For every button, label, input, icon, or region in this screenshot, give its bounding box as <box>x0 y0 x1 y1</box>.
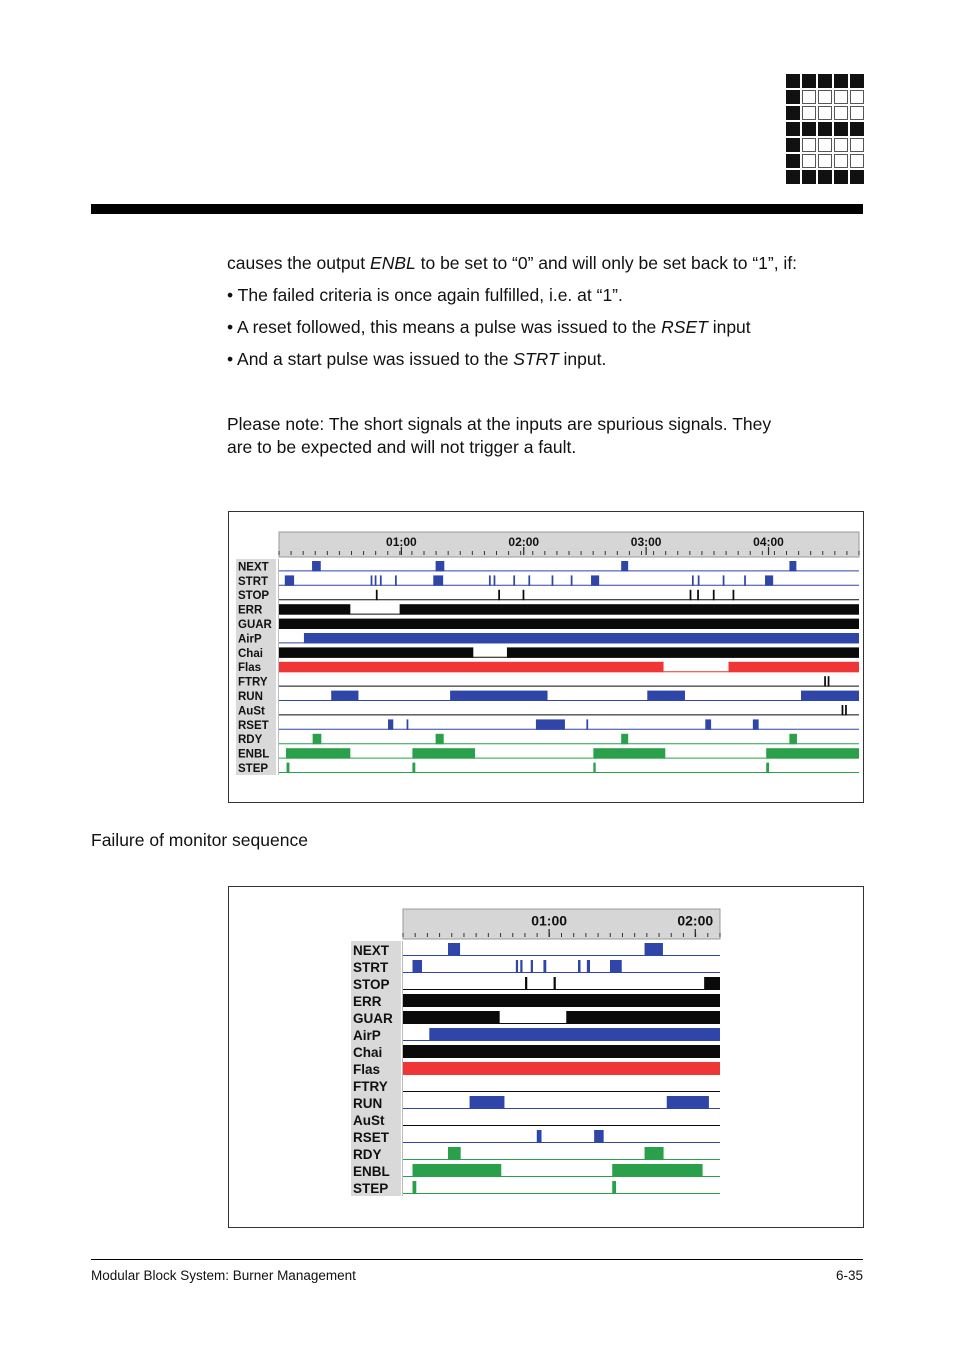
pulse-flas <box>729 662 860 672</box>
pulse-stop <box>525 977 527 990</box>
signal-label-enbl: ENBL <box>353 1164 390 1179</box>
pulse-enbl <box>412 748 475 758</box>
pulse-next <box>789 561 796 571</box>
logo-cell <box>802 170 816 184</box>
pulse-strt <box>698 575 700 585</box>
pulse-err <box>400 604 859 614</box>
pulse-err <box>403 994 720 1007</box>
pulse-strt <box>494 575 496 585</box>
pulse-strt <box>744 575 746 585</box>
pulse-run <box>801 691 859 701</box>
timing-diagram-1 <box>229 512 863 802</box>
pulse-chai <box>507 647 859 657</box>
logo-cell <box>834 74 848 88</box>
pulse-step <box>766 763 769 773</box>
pulse-strt <box>552 575 554 585</box>
time-label: 03:00 <box>630 534 662 549</box>
pulse-run <box>647 691 685 701</box>
logo-cell <box>786 154 800 168</box>
pulse-enbl <box>593 748 665 758</box>
logo-cell <box>802 74 816 88</box>
pulse-enbl <box>286 748 350 758</box>
pulse-stop <box>704 977 720 990</box>
pulse-strt <box>520 960 522 973</box>
pulse-strt <box>489 575 491 585</box>
pulse-rdy <box>313 734 322 744</box>
footer-title: Modular Block System: Burner Management <box>91 1268 356 1283</box>
logo-cell <box>786 74 800 88</box>
logo-grid <box>786 74 864 183</box>
bullet-reset: • A reset followed, this means a pulse was issued to the RSET input <box>227 317 751 337</box>
time-label: 01:00 <box>531 912 568 929</box>
signal-label-step: STEP <box>238 763 269 775</box>
pulse-guar <box>403 1011 500 1024</box>
pulse-stop <box>733 590 735 600</box>
logo-cell <box>850 154 864 168</box>
footer-rule <box>91 1259 863 1260</box>
pulse-strt <box>591 575 599 585</box>
figure-caption: Failure of monitor sequence <box>91 830 308 850</box>
logo-cell <box>818 154 832 168</box>
logo-cell <box>802 154 816 168</box>
pulse-aust <box>842 705 844 715</box>
pulse-strt <box>692 575 694 585</box>
pulse-stop <box>697 590 699 600</box>
signal-label-next: NEXT <box>238 561 269 574</box>
logo-cell <box>786 170 800 184</box>
pulse-rset <box>594 1130 604 1143</box>
time-label: 04:00 <box>753 534 784 549</box>
logo-cell <box>850 138 864 152</box>
signal-label-run: RUN <box>353 1096 383 1111</box>
logo-cell <box>818 74 832 88</box>
timing-diagram-2-frame <box>228 886 864 1228</box>
pulse-strt <box>285 575 294 585</box>
logo-cell <box>850 170 864 184</box>
pulse-next <box>645 943 663 956</box>
timing-diagram-2 <box>229 887 863 1227</box>
logo-cell <box>786 138 800 152</box>
pulse-rset <box>537 1130 542 1143</box>
pulse-stop <box>690 590 692 600</box>
pulse-strt <box>513 575 515 585</box>
bullet-start: • And a start pulse was issued to the STRT input. <box>227 349 607 369</box>
pulse-step <box>287 763 290 773</box>
logo-cell <box>850 122 864 136</box>
pulse-run <box>331 691 358 701</box>
pulse-enbl <box>766 748 859 758</box>
pulse-strt <box>610 960 622 973</box>
pulse-strt <box>765 575 773 585</box>
pulse-step <box>413 1181 417 1194</box>
signal-label-flas: Flas <box>238 662 262 675</box>
pulse-strt <box>723 575 725 585</box>
pulse-flas <box>279 662 664 672</box>
signal-label-aust: AuSt <box>238 705 265 718</box>
signal-label-stop: STOP <box>238 590 270 603</box>
signal-label-rset: RSET <box>353 1130 390 1145</box>
pulse-stop <box>523 590 525 600</box>
signal-label-ftry: FTRY <box>238 676 268 689</box>
pulse-guar <box>566 1011 720 1024</box>
signal-label-flas: Flas <box>353 1062 381 1077</box>
logo-cell <box>802 138 816 152</box>
pulse-step <box>593 763 595 773</box>
pulse-strt <box>543 960 546 973</box>
pulse-enbl <box>612 1164 702 1177</box>
logo-cell <box>802 122 816 136</box>
pulse-strt <box>587 960 590 973</box>
pulse-ftry <box>824 676 826 686</box>
pulse-rdy <box>789 734 797 744</box>
note-line-1: Please note: The short signals at the inputs are spurious signals. They <box>227 414 772 434</box>
logo-cell <box>802 106 816 120</box>
pulse-ftry <box>828 676 830 686</box>
pulse-strt <box>516 960 518 973</box>
header-rule <box>91 204 863 214</box>
signal-label-run: RUN <box>238 691 263 703</box>
pulse-err <box>279 604 350 614</box>
logo-cell <box>818 106 832 120</box>
pulse-next <box>448 943 460 956</box>
page-number: 6-35 <box>835 1268 863 1283</box>
logo-cell <box>818 138 832 152</box>
signal-label-rset: RSET <box>238 719 269 732</box>
pulse-rset <box>388 719 393 729</box>
pulse-run <box>667 1096 709 1109</box>
time-label: 02:00 <box>677 912 714 929</box>
logo-cell <box>786 122 800 136</box>
pulse-rdy <box>436 734 444 744</box>
pulse-guar <box>279 619 859 629</box>
timing-diagram-1-frame <box>228 511 864 803</box>
pulse-strt <box>578 960 581 973</box>
signal-label-err: ERR <box>353 994 382 1009</box>
logo-cell <box>834 138 848 152</box>
signal-label-err: ERR <box>238 604 263 617</box>
intro-line: causes the output ENBL to be set to “0” and will only be set back to “1”, if: <box>227 253 798 273</box>
pulse-step <box>412 763 415 773</box>
signal-label-rdy: RDY <box>238 734 263 747</box>
pulse-strt <box>380 575 382 585</box>
signal-label-airp: AirP <box>353 1028 381 1043</box>
pulse-flas <box>403 1062 720 1075</box>
signal-label-rdy: RDY <box>353 1147 382 1162</box>
logo-cell <box>834 106 848 120</box>
pulse-strt <box>571 575 573 585</box>
signal-label-strt: STRT <box>238 575 269 588</box>
pulse-step <box>612 1181 616 1194</box>
pulse-stop <box>498 590 500 600</box>
signal-label-next: NEXT <box>353 943 390 958</box>
signal-label-stop: STOP <box>353 977 390 992</box>
pulse-next <box>436 561 445 571</box>
pulse-next <box>312 561 321 571</box>
pulse-strt <box>413 960 423 973</box>
pulse-strt <box>528 575 530 585</box>
logo-cell <box>818 90 832 104</box>
signal-label-guar: GUAR <box>353 1011 393 1026</box>
signal-label-guar: GUAR <box>238 619 272 631</box>
logo-cell <box>834 90 848 104</box>
logo-cell <box>834 122 848 136</box>
logo-cell <box>786 90 800 104</box>
pulse-rdy <box>645 1147 664 1160</box>
pulse-rset <box>407 719 409 729</box>
logo-cell <box>850 106 864 120</box>
pulse-rdy <box>621 734 628 744</box>
pulse-aust <box>845 705 847 715</box>
signal-label-step: STEP <box>353 1181 389 1196</box>
logo-cell <box>834 170 848 184</box>
pulse-stop <box>376 590 378 600</box>
pulse-strt <box>375 575 377 585</box>
signal-label-chai: Chai <box>238 647 263 660</box>
signal-label-chai: Chai <box>353 1045 383 1060</box>
logo-cell <box>850 74 864 88</box>
signal-label-airp: AirP <box>238 633 262 646</box>
pulse-run <box>470 1096 505 1109</box>
pulse-run <box>450 691 547 701</box>
pulse-strt <box>433 575 443 585</box>
pulse-chai <box>279 647 473 657</box>
pulse-next <box>621 561 628 571</box>
time-label: 01:00 <box>386 534 417 549</box>
logo-cell <box>834 154 848 168</box>
pulse-rset <box>705 719 711 729</box>
signal-label-enbl: ENBL <box>238 748 270 761</box>
signal-label-ftry: FTRY <box>353 1079 388 1094</box>
logo-cell <box>850 90 864 104</box>
logo-cell <box>786 106 800 120</box>
pulse-enbl <box>413 1164 502 1177</box>
note-line-2: are to be expected and will not trigger a fault. <box>227 437 577 457</box>
bullet-criteria: • The failed criteria is once again fulfilled, i.e. at “1”. <box>227 285 623 305</box>
logo-cell <box>802 90 816 104</box>
pulse-rset <box>536 719 565 729</box>
pulse-rset <box>586 719 588 729</box>
time-label: 02:00 <box>508 534 540 549</box>
signal-label-aust: AuSt <box>353 1113 385 1128</box>
pulse-airp <box>304 633 859 643</box>
pulse-stop <box>713 590 715 600</box>
pulse-strt <box>395 575 397 585</box>
pulse-stop <box>554 977 556 990</box>
logo-cell <box>818 122 832 136</box>
pulse-airp <box>429 1028 720 1041</box>
pulse-strt <box>531 960 533 973</box>
signal-label-strt: STRT <box>353 960 389 975</box>
pulse-rdy <box>448 1147 461 1160</box>
pulse-rset <box>753 719 759 729</box>
logo-cell <box>818 170 832 184</box>
pulse-strt <box>371 575 373 585</box>
pulse-chai <box>403 1045 720 1058</box>
